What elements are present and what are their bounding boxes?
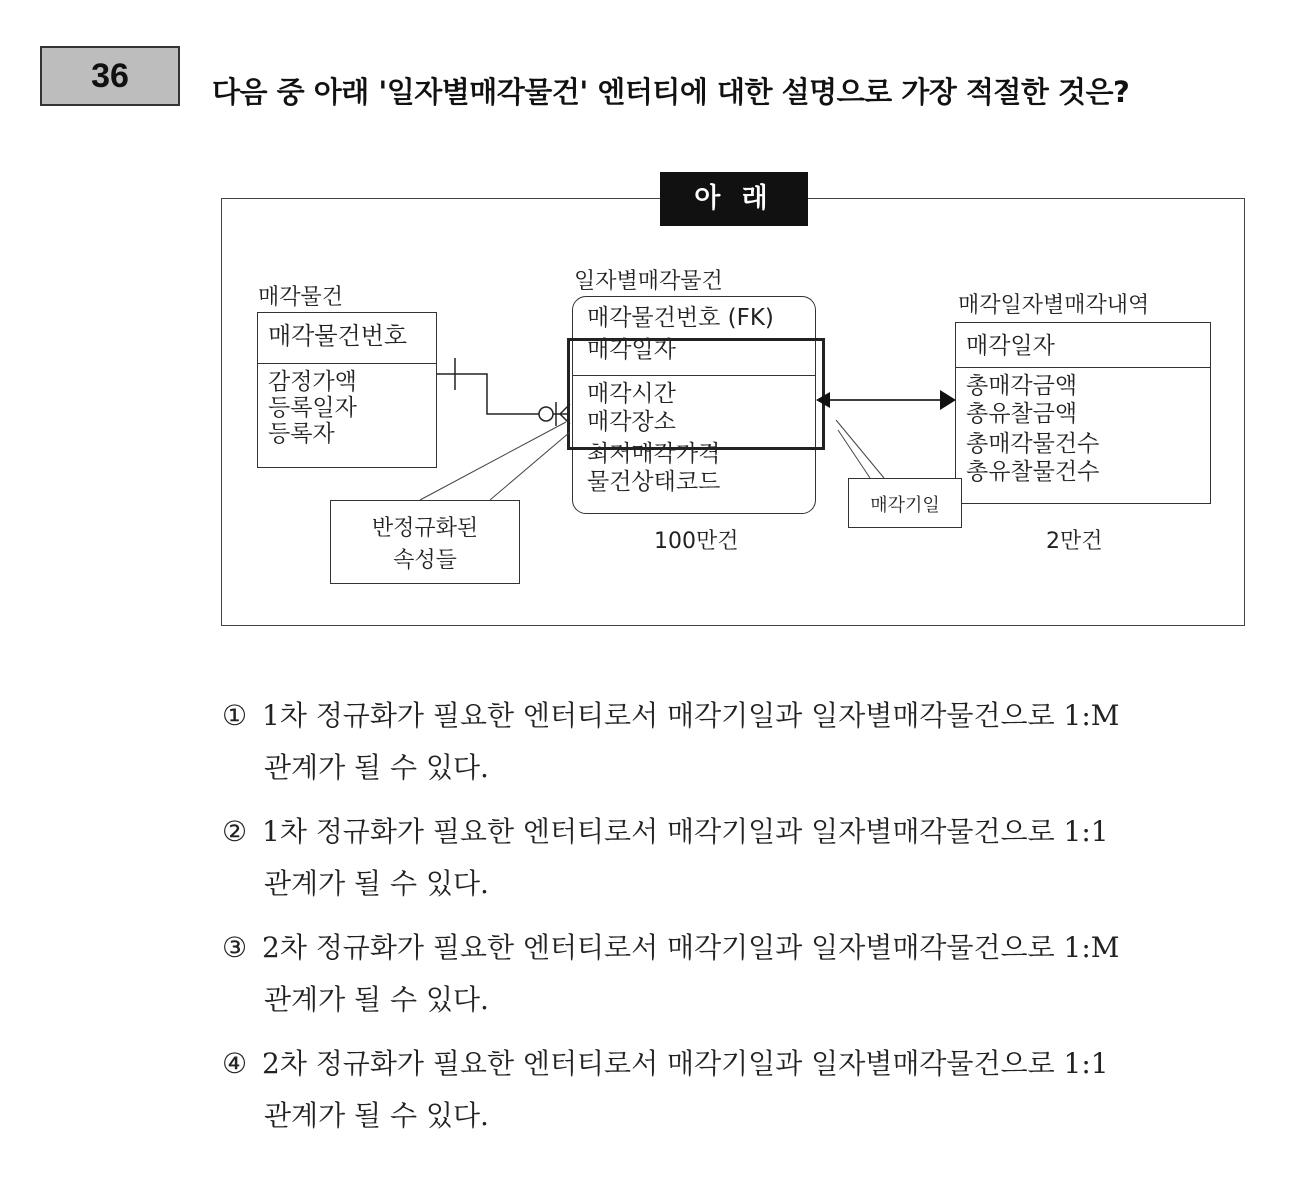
note-right-box [848,478,962,528]
entity-right-attr: 총유찰물건수 [966,459,1100,485]
question-text: 다음 중 아래 '일자별매각물건' 엔터티에 대한 설명으로 가장 적절한 것은? [212,75,1130,109]
note-left-line: 속성들 [393,548,457,573]
question-number: 36 [40,46,180,106]
option-4[interactable] [222,1038,1252,1142]
entity-right-attr: 총매각금액 [966,373,1078,399]
option-2[interactable] [222,806,1252,910]
note-left-box [330,500,520,584]
entity-right-box [955,322,1211,504]
entity-right-key: 매각일자 [966,333,1055,359]
figure-badge: 아 래 [660,172,808,226]
entity-right-title: 매각일자별매각내역 [958,293,1150,318]
entity-mid-count: 100만건 [654,529,739,554]
note-right-text: 매각기일 [870,495,940,516]
option-marker: ② [222,815,248,848]
entity-left-attr: 등록일자 [268,395,357,421]
entity-mid-title: 일자별매각물건 [574,269,723,294]
option-3[interactable] [222,922,1252,1026]
entity-mid-key: 매각물건번호 (FK) [587,305,774,331]
entity-right-count: 2만건 [1046,529,1103,554]
option-marker: ③ [222,931,248,964]
option-text: 2차 정규화가 필요한 엔터티로서 매각기일과 일자별매각물건으로 1:M [262,931,1120,964]
answer-options [222,690,1252,1154]
entity-left-title: 매각물건 [258,285,344,310]
option-text-cont: 관계가 될 수 있다. [264,751,489,784]
entity-left-divider [258,363,436,364]
highlight-frame [567,338,825,450]
option-text-cont: 관계가 될 수 있다. [264,867,489,900]
entity-left-attr: 감정가액 [268,369,357,395]
option-text: 1차 정규화가 필요한 엔터티로서 매각기일과 일자별매각물건으로 1:M [262,699,1120,732]
entity-mid-attr: 최저매각가격 [587,441,721,467]
option-text: 1차 정규화가 필요한 엔터티로서 매각기일과 일자별매각물건으로 1:1 [262,815,1109,848]
option-text-cont: 관계가 될 수 있다. [264,983,489,1016]
entity-mid-key: 매각일자 [587,337,676,363]
option-text: 2차 정규화가 필요한 엔터티로서 매각기일과 일자별매각물건으로 1:1 [262,1047,1109,1080]
entity-right-divider [956,367,1210,368]
entity-mid-attr: 매각장소 [587,409,676,435]
option-text-cont: 관계가 될 수 있다. [264,1099,489,1132]
entity-left-key: 매각물건번호 [268,322,408,350]
entity-mid-attr: 물건상태코드 [587,469,721,495]
option-marker: ① [222,699,248,732]
note-left-line: 반정규화된 [371,516,479,541]
entity-left-attr: 등록자 [268,421,335,447]
entity-right-attr: 총매각물건수 [966,431,1100,457]
entity-mid-attr: 매각시간 [587,381,676,407]
option-1[interactable] [222,690,1252,794]
entity-left-box [257,312,437,468]
option-marker: ④ [222,1047,248,1080]
entity-right-attr: 총유찰금액 [966,401,1078,427]
